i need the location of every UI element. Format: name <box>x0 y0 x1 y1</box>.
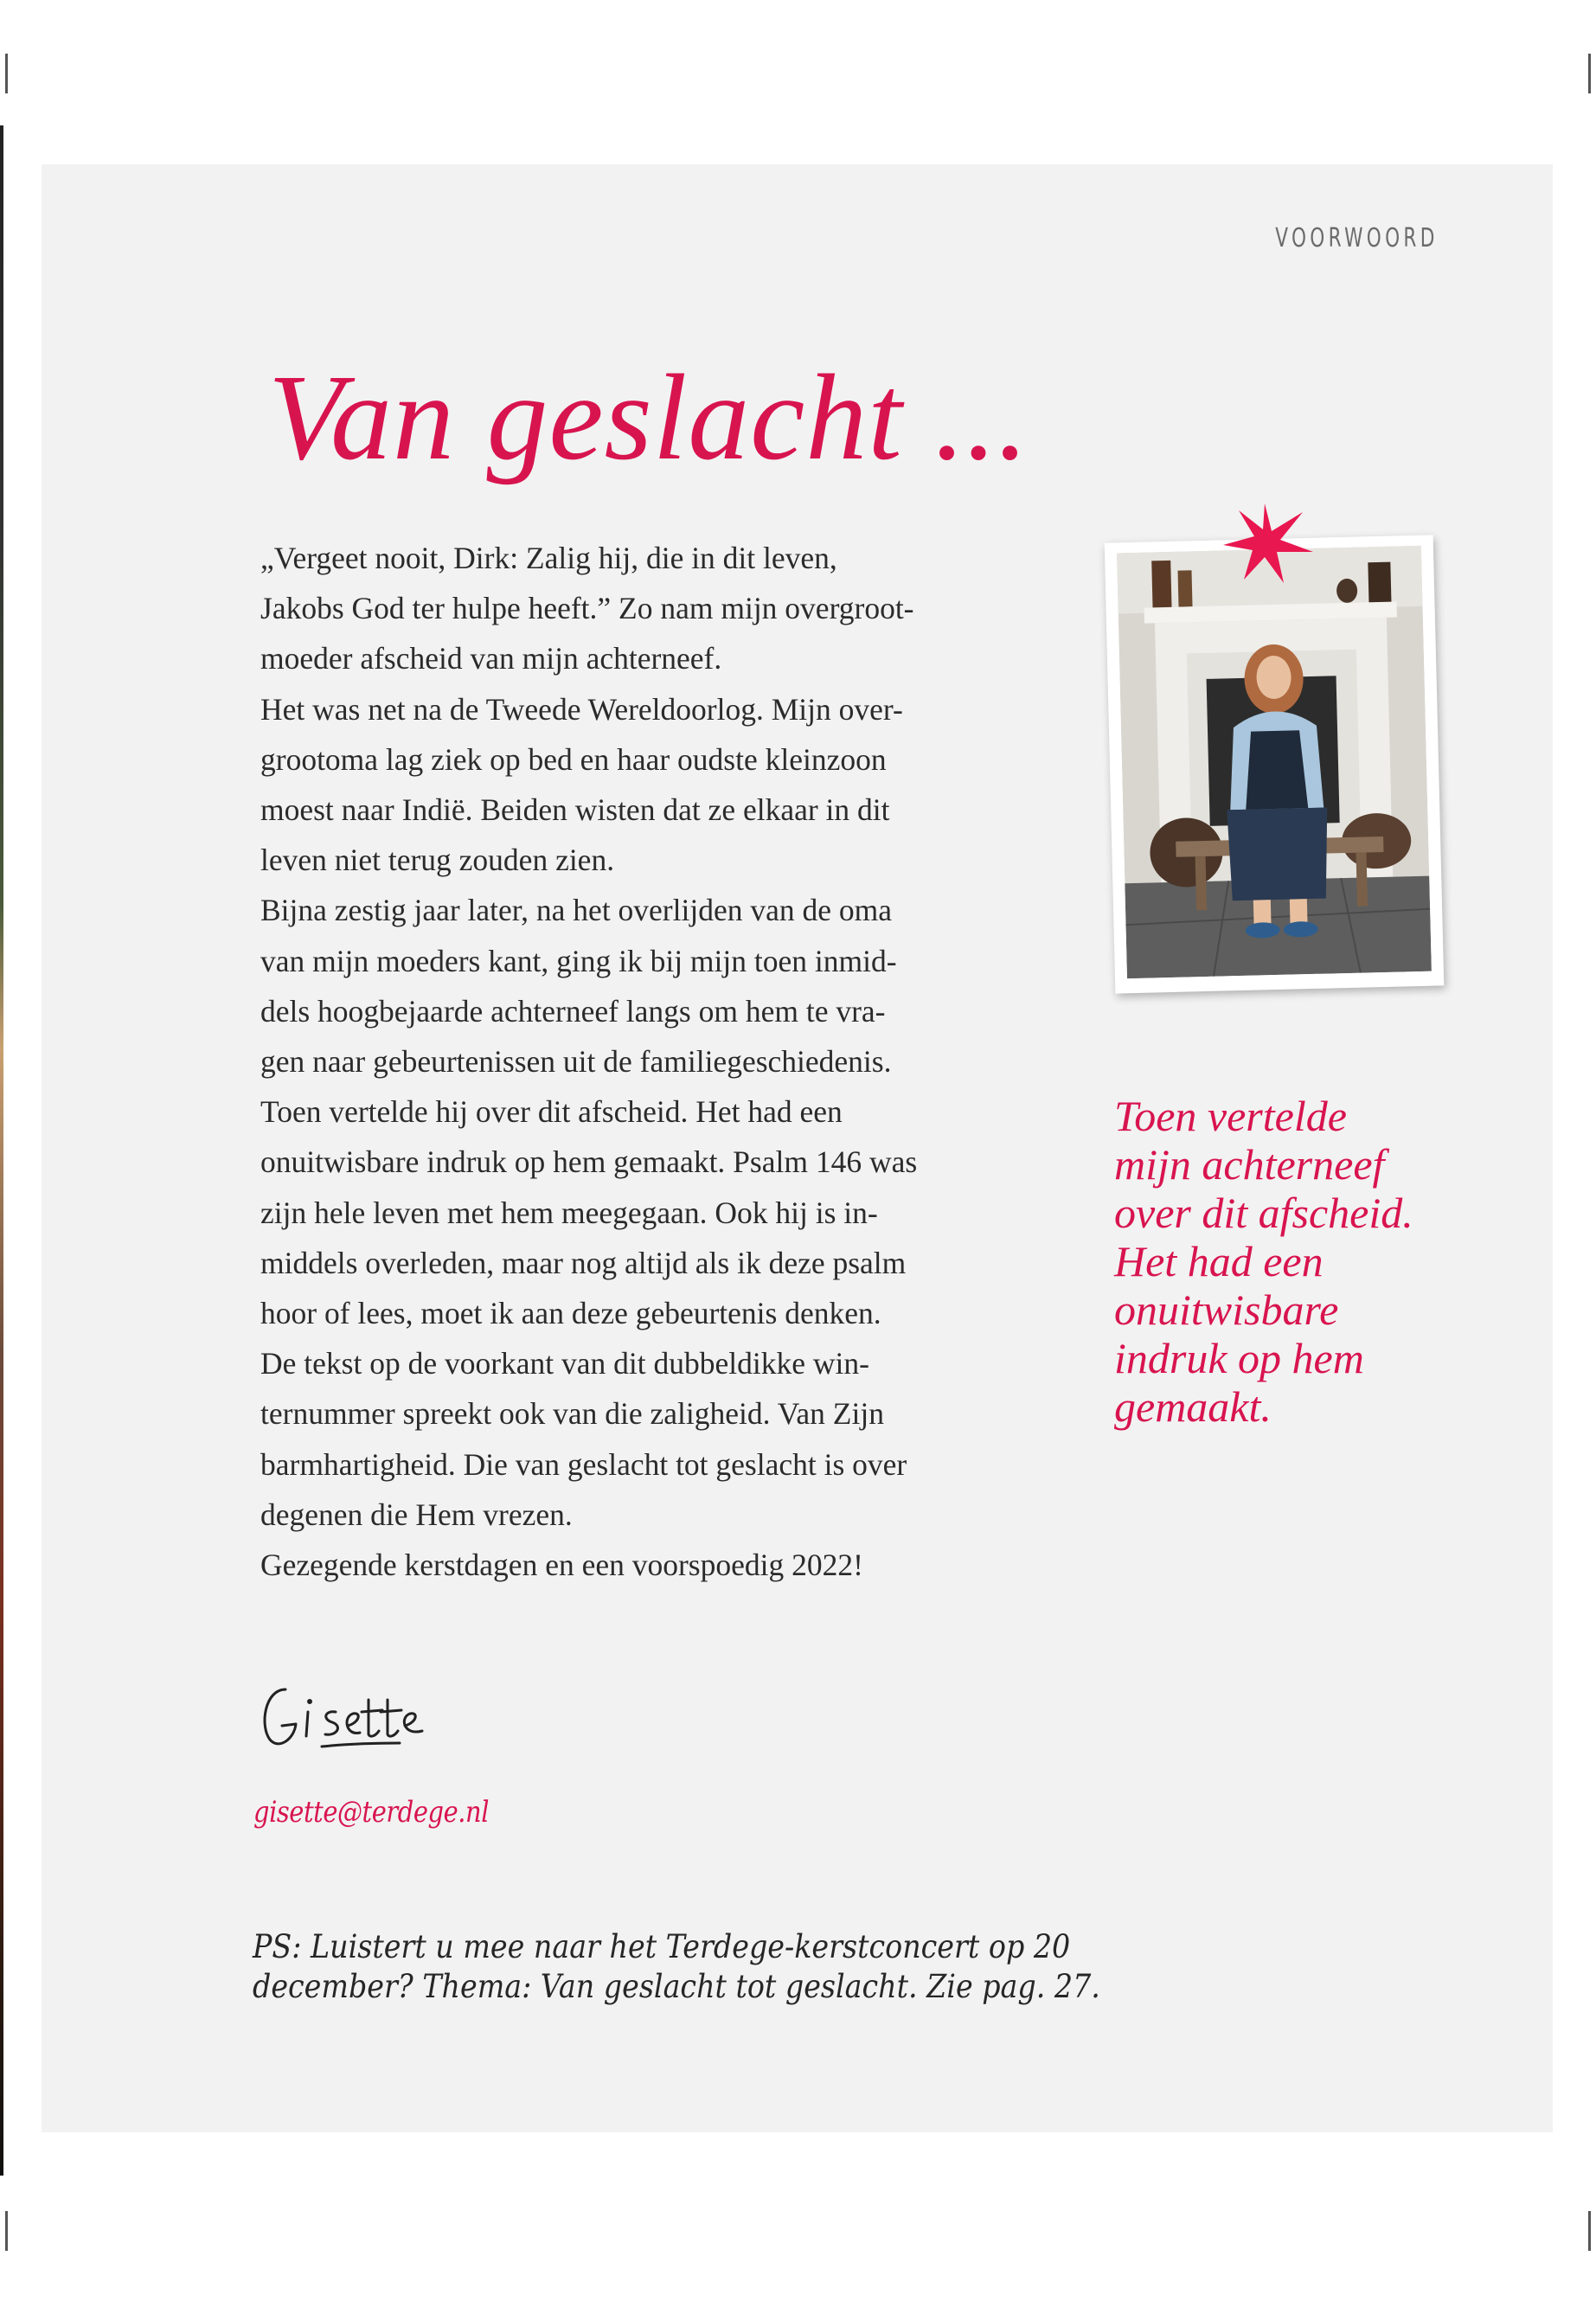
body-line: barmhartigheid. Die van geslacht tot geslacht is over <box>260 1446 907 1482</box>
crop-mark <box>5 54 8 93</box>
body-line: gen naar gebeurtenissen uit de familiegeschiedenis. <box>260 1044 892 1080</box>
body-line: moeder afscheid van mijn achterneef. <box>260 641 722 676</box>
body-line: grootoma lag ziek op bed en haar oudste kleinzoon <box>260 741 887 777</box>
page-title: Van geslacht ... <box>268 349 1029 485</box>
body-line: Bijna zestig jaar later, na het overlijden van de oma <box>260 893 892 928</box>
page-edge-strip <box>0 125 3 2176</box>
pull-quote-line: mijn achterneef <box>1114 1140 1385 1189</box>
body-line: onuitwisbare indruk op hem gemaakt. Psalm 146 was <box>260 1144 918 1180</box>
pull-quote-line: over dit afscheid. <box>1114 1189 1413 1237</box>
body-line: leven niet terug zouden zien. <box>260 843 615 878</box>
pull-quote-line: Toen vertelde <box>1114 1092 1347 1140</box>
crop-mark <box>1588 2211 1591 2251</box>
pull-quote-line: indruk op hem <box>1114 1334 1364 1382</box>
body-line: van mijn moeders kant, ging ik bij mijn toen inmid- <box>260 943 897 978</box>
handwritten-signature <box>253 1674 426 1760</box>
postscript-line: PS: Luistert u mee naar het Terdege-kerstconcert op 20 <box>253 1928 1071 1965</box>
body-line: Jakobs God ter hulpe heeft.” Zo nam mijn overgroot- <box>260 591 914 626</box>
postscript <box>253 1927 1195 2007</box>
body-line: „Vergeet nooit, Dirk: Zalig hij, die in dit leven, <box>260 541 837 575</box>
body-line: ternummer spreekt ook van die zaligheid. Van Zijn <box>260 1396 884 1432</box>
body-line: De tekst op de voorkant van dit dubbeldikke win- <box>260 1346 869 1381</box>
section-label: VOORWOORD <box>1275 223 1439 253</box>
body-line: zijn hele leven met hem meegegaan. Ook hij is in- <box>260 1195 878 1230</box>
asterisk-star-icon <box>1220 500 1317 586</box>
body-line: Gezegende kerstdagen en een voorspoedig 2022! <box>260 1548 863 1583</box>
author-photo-image <box>1117 546 1432 978</box>
body-line: Toen vertelde hij over dit afscheid. Het had een <box>260 1094 843 1130</box>
author-photo <box>1105 535 1445 993</box>
body-line: degenen die Hem vrezen. <box>260 1497 573 1532</box>
body-line: Het was net na de Tweede Wereldoorlog. Mijn over- <box>260 691 903 727</box>
author-email: gisette@terdege.nl <box>253 1795 490 1830</box>
article-body <box>260 533 1004 1590</box>
body-line: middels overleden, maar nog altijd als ik deze psalm <box>260 1245 907 1280</box>
body-line: dels hoogbejaarde achterneef langs om hem te vra- <box>260 993 886 1029</box>
body-line: moest naar Indië. Beiden wisten dat ze elkaar in dit <box>260 792 890 828</box>
postscript-line: december? Thema: Van geslacht tot geslacht. Zie pag. 27. <box>253 1968 1100 2005</box>
crop-mark <box>1588 54 1591 93</box>
body-line: hoor of lees, moet ik aan deze gebeurtenis denken. <box>260 1296 881 1331</box>
pull-quote-line: onuitwisbare <box>1114 1285 1339 1334</box>
pull-quote <box>1114 1092 1495 1431</box>
crop-mark <box>5 2211 8 2251</box>
pull-quote-line: Het had een <box>1114 1237 1324 1285</box>
pull-quote-line: gemaakt. <box>1114 1382 1272 1431</box>
